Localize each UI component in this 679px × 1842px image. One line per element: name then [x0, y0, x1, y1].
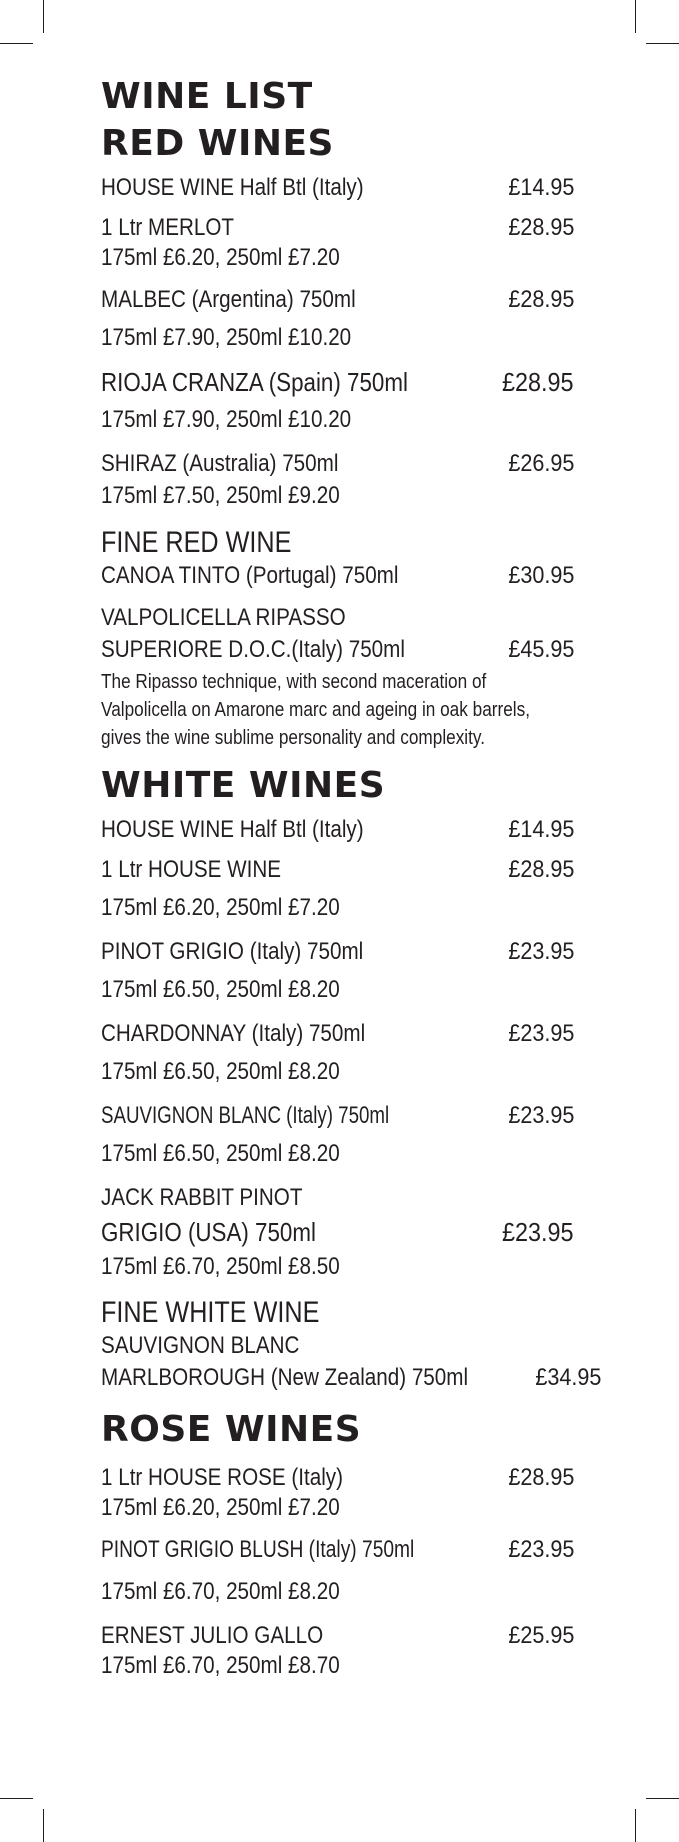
item-price: £23.95 — [507, 1102, 574, 1129]
item-name: RIOJA CRANZA (Spain) 750ml — [101, 367, 408, 397]
item-name-line1: VALPOLICELLA RIPASSO — [101, 604, 346, 631]
item-sizes: 175ml £6.20, 250ml £7.20 — [101, 1494, 340, 1521]
item-sizes: 175ml £6.70, 250ml £8.70 — [101, 1652, 340, 1679]
item-price: £26.95 — [507, 450, 574, 477]
menu-item — [101, 602, 574, 752]
menu-item — [101, 212, 574, 272]
menu-item — [101, 172, 574, 204]
item-price: £23.95 — [507, 1020, 574, 1047]
crop-mark — [43, 1809, 44, 1842]
crop-mark — [43, 0, 44, 33]
menu-item — [101, 854, 574, 924]
menu-item — [101, 1620, 574, 1680]
item-price: £28.95 — [507, 856, 574, 883]
item-name: PINOT GRIGIO (Italy) 750ml — [101, 938, 364, 965]
crop-mark — [646, 1798, 679, 1799]
item-name-line2: SUPERIORE D.O.C.(Italy) 750ml — [101, 636, 405, 663]
item-name: CANOA TINTO (Portugal) 750ml — [101, 562, 399, 589]
item-description: The Ripasso technique, with second maceration of Valpolicella on Amarone marc and ageing in oak barrels, gives the wine sublime personality and complexity. — [101, 671, 530, 749]
section-heading-white: WHITE WINES — [101, 765, 386, 806]
menu-item — [101, 560, 574, 592]
item-price: £28.95 — [507, 1464, 574, 1491]
subsection-heading-fine-red: FINE RED WINE — [101, 526, 292, 559]
menu-item — [101, 284, 574, 354]
crop-mark — [0, 1798, 33, 1799]
crop-mark — [635, 1809, 636, 1842]
item-name: HOUSE WINE Half Btl (Italy) — [101, 816, 364, 843]
item-sizes: 175ml £6.70, 250ml £8.50 — [101, 1253, 340, 1280]
menu-item — [101, 366, 574, 436]
item-sizes: 175ml £7.90, 250ml £10.20 — [101, 406, 352, 433]
item-sizes: 175ml £6.50, 250ml £8.20 — [101, 1058, 340, 1085]
item-name: ERNEST JULIO GALLO — [101, 1622, 324, 1649]
menu-item — [101, 936, 574, 1006]
item-name: 1 Ltr HOUSE WINE — [101, 856, 282, 883]
subsection-heading-fine-white: FINE WHITE WINE — [101, 1296, 320, 1329]
item-name: HOUSE WINE Half Btl (Italy) — [101, 174, 364, 201]
page-title: WINE LIST — [101, 76, 313, 117]
item-name-line1: SAUVIGNON BLANC — [101, 1332, 300, 1359]
item-name: 1 Ltr HOUSE ROSE (Italy) — [101, 1464, 343, 1491]
item-name-line2: MARLBOROUGH (New Zealand) 750ml — [101, 1364, 469, 1391]
menu-item — [101, 1330, 602, 1394]
crop-mark — [635, 0, 636, 33]
item-price: £23.95 — [507, 938, 574, 965]
wine-list-page — [101, 75, 602, 1688]
item-name-line1: JACK RABBIT PINOT — [101, 1184, 303, 1211]
menu-item — [101, 1180, 574, 1286]
item-name: CHARDONNAY (Italy) 750ml — [101, 1020, 366, 1047]
item-price: £34.95 — [535, 1364, 602, 1391]
item-sizes: 175ml £6.50, 250ml £8.20 — [101, 976, 340, 1003]
menu-item — [101, 1462, 574, 1522]
item-price: £25.95 — [507, 1622, 574, 1649]
item-price: £23.95 — [507, 1536, 574, 1563]
section-heading-rose: ROSE WINES — [101, 1409, 362, 1450]
item-sizes: 175ml £7.50, 250ml £9.20 — [101, 482, 340, 509]
item-name: SAUVIGNON BLANC (Italy) 750ml — [101, 1102, 390, 1129]
menu-item — [101, 814, 574, 846]
crop-mark — [646, 43, 679, 44]
item-sizes: 175ml £6.70, 250ml £8.20 — [101, 1578, 340, 1605]
item-name: SHIRAZ (Australia) 750ml — [101, 450, 339, 477]
crop-mark — [0, 43, 33, 44]
item-sizes: 175ml £7.90, 250ml £10.20 — [101, 324, 352, 351]
item-name: 1 Ltr MERLOT — [101, 214, 235, 241]
menu-item — [101, 448, 574, 512]
item-name-line2: GRIGIO (USA) 750ml — [101, 1217, 316, 1247]
item-name: PINOT GRIGIO BLUSH (Italy) 750ml — [101, 1536, 415, 1563]
item-sizes: 175ml £6.20, 250ml £7.20 — [101, 244, 340, 271]
item-name: MALBEC (Argentina) 750ml — [101, 286, 356, 313]
item-price: £28.95 — [507, 214, 574, 241]
item-price: £28.95 — [507, 286, 574, 313]
item-price: £23.95 — [502, 1217, 574, 1247]
item-sizes: 175ml £6.20, 250ml £7.20 — [101, 894, 340, 921]
section-heading-red: RED WINES — [101, 123, 334, 164]
item-price: £30.95 — [507, 562, 574, 589]
menu-item — [101, 1100, 574, 1170]
item-sizes: 175ml £6.50, 250ml £8.20 — [101, 1140, 340, 1167]
item-price: £28.95 — [502, 367, 574, 397]
menu-item — [101, 1018, 574, 1088]
item-price: £14.95 — [507, 816, 574, 843]
menu-item — [101, 1534, 574, 1608]
item-price: £45.95 — [507, 636, 574, 663]
item-price: £14.95 — [507, 174, 574, 201]
